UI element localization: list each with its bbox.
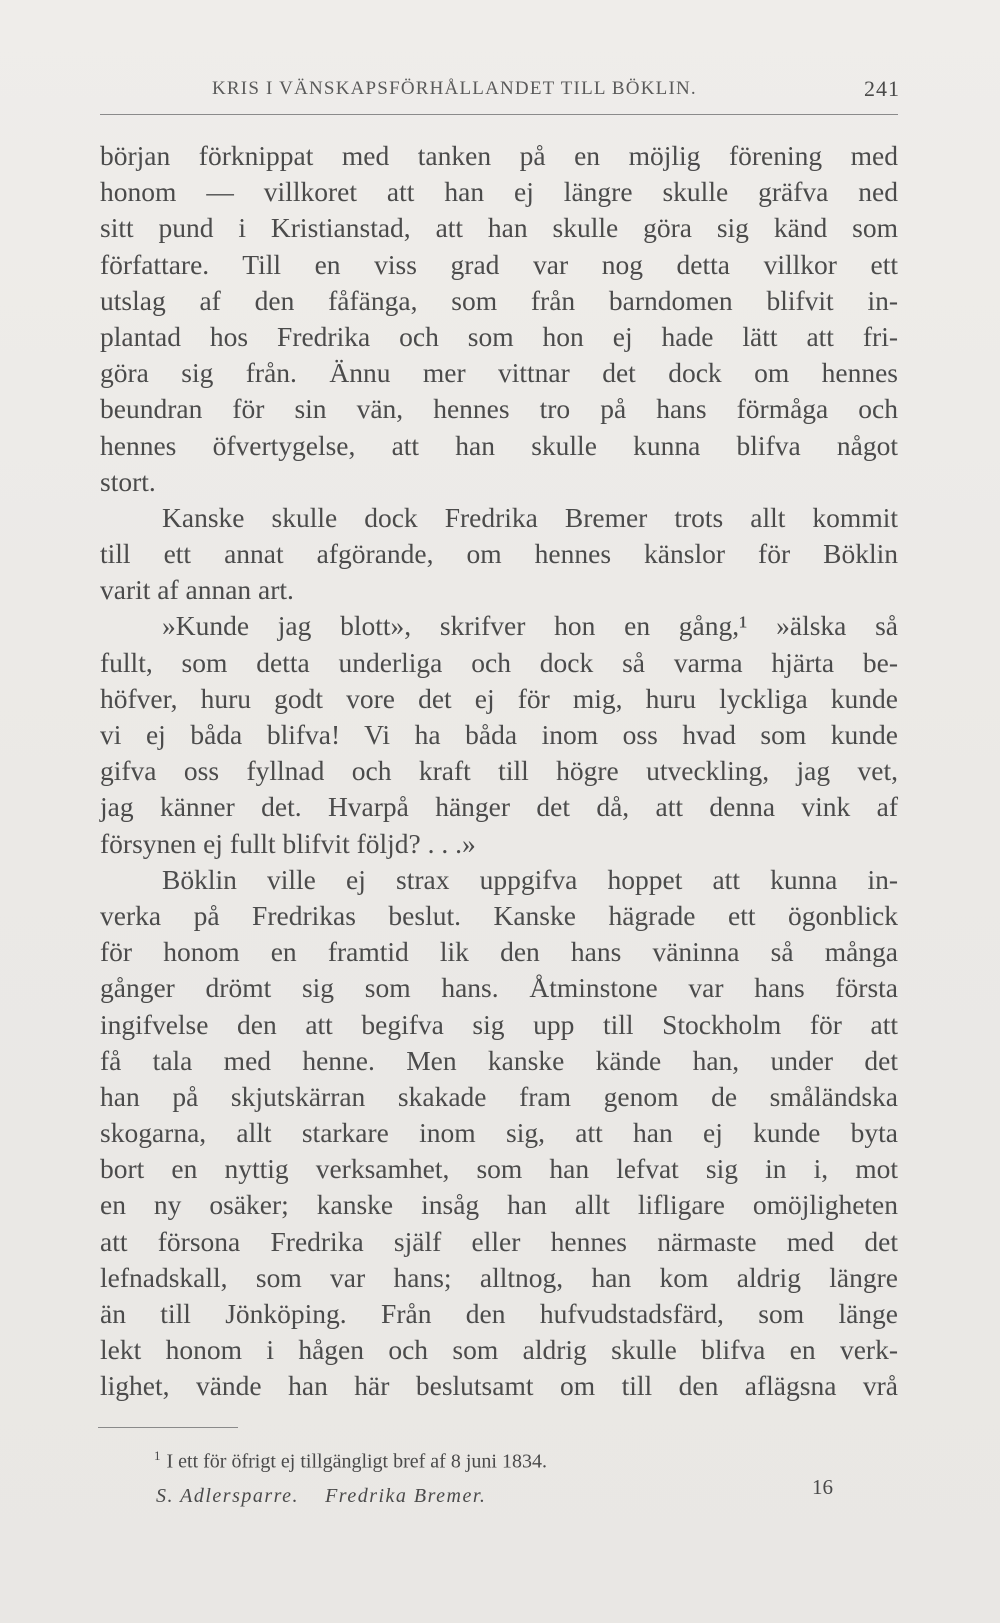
text-line: Böklin ville ej strax uppgifva hoppet att kunna in- — [162, 863, 898, 895]
footnote-marker: 1 — [154, 1448, 161, 1463]
page-number: 241 — [864, 76, 900, 101]
text-line: honom — villkoret att han ej längre skulle gräfva ned — [100, 176, 898, 208]
text-line: till ett annat afgörande, om hennes känslor för Böklin — [100, 538, 898, 570]
text-line: bort en nyttig verksamhet, som han lefvat sig in i, mot — [100, 1153, 898, 1185]
footnote-text: I ett för öfrigt ej tillgängligt bref af 8 juni 1834. — [166, 1450, 547, 1473]
text-line: göra sig från. Ännu mer vittnar det dock om hennes — [100, 357, 898, 389]
text-line: »Kunde jag blott», skrifver hon en gång,¹ »älska så — [162, 610, 898, 642]
signature-author: S. Adlersparre. — [156, 1485, 300, 1507]
text-line: försynen ej fullt blifvit följd? . . .» — [100, 827, 476, 859]
text-line: lekt honom i hågen och som aldrig skulle blifva en verk- — [100, 1334, 898, 1366]
text-line: beundran för sin vän, hennes tro på hans förmåga och — [100, 393, 898, 425]
text-line: Kanske skulle dock Fredrika Bremer trots allt kommit — [162, 501, 898, 533]
text-line: få tala med henne. Men kanske kände han, under det — [100, 1044, 898, 1076]
text-line: fullt, som detta underliga och dock så varma hjärta be- — [100, 646, 898, 678]
footnote-rule — [98, 1427, 238, 1428]
text-line: skogarna, allt starkare inom sig, att han ej kunde byta — [100, 1117, 898, 1149]
header-rule — [100, 114, 898, 115]
text-line: vi ej båda blifva! Vi ha båda inom oss hvad som kunde — [100, 719, 898, 750]
page-header — [100, 70, 900, 110]
text-line: jag känner det. Hvarpå hänger det då, att denna vink af — [100, 791, 898, 823]
signature-line — [156, 1485, 486, 1508]
text-line: författare. Till en viss grad var nog detta villkor ett — [100, 248, 898, 280]
text-line: början förknippat med tanken på en möjlig förening med — [100, 140, 898, 171]
text-line: än till Jönköping. Från den hufvudstadsfärd, som länge — [100, 1298, 898, 1329]
text-line: han på skjutskärran skakade fram genom de småländska — [100, 1080, 898, 1112]
sheet-number: 16 — [812, 1475, 833, 1499]
text-line: verka på Fredrikas beslut. Kanske hägrade ett ögonblick — [100, 899, 898, 931]
text-line: gifva oss fyllnad och kraft till högre utveckling, jag vet, — [100, 755, 898, 787]
text-line: stort. — [100, 465, 156, 497]
running-head: KRIS I VÄNSKAPSFÖRHÅLLANDET TILL BÖKLIN. — [212, 78, 697, 99]
text-line: lighet, vände han här beslutsamt om till den aflägsna vrå — [100, 1370, 898, 1402]
text-line: hennes öfvertygelse, att han skulle kunna blifva något — [100, 429, 898, 461]
text-line: ingifvelse den att begifva sig upp till Stockholm för att — [100, 1008, 898, 1040]
text-line: för honom en framtid lik den hans väninna så många — [100, 936, 898, 968]
text-line: plantad hos Fredrika och som hon ej hade lätt att fri- — [100, 320, 898, 352]
text-line: utslag af den fåfänga, som från barndomen blifvit in- — [100, 284, 898, 316]
text-line: en ny osäker; kanske insåg han allt lifligare omöjligheten — [100, 1189, 898, 1221]
footnote — [154, 1448, 547, 1474]
text-line: lefnadskall, som var hans; alltnog, han kom aldrig längre — [100, 1261, 898, 1293]
text-line: sitt pund i Kristianstad, att han skulle göra sig känd som — [100, 212, 898, 244]
text-line: gånger drömt sig som hans. Åtminstone var hans första — [100, 972, 898, 1004]
text-line: att försona Fredrika själf eller hennes närmaste med det — [100, 1225, 898, 1257]
signature-title: Fredrika Bremer. — [325, 1485, 487, 1507]
text-line: höfver, huru godt vore det ej för mig, huru lyckliga kunde — [100, 682, 898, 714]
body-text — [100, 138, 898, 1405]
text-line: varit af annan art. — [100, 574, 294, 606]
